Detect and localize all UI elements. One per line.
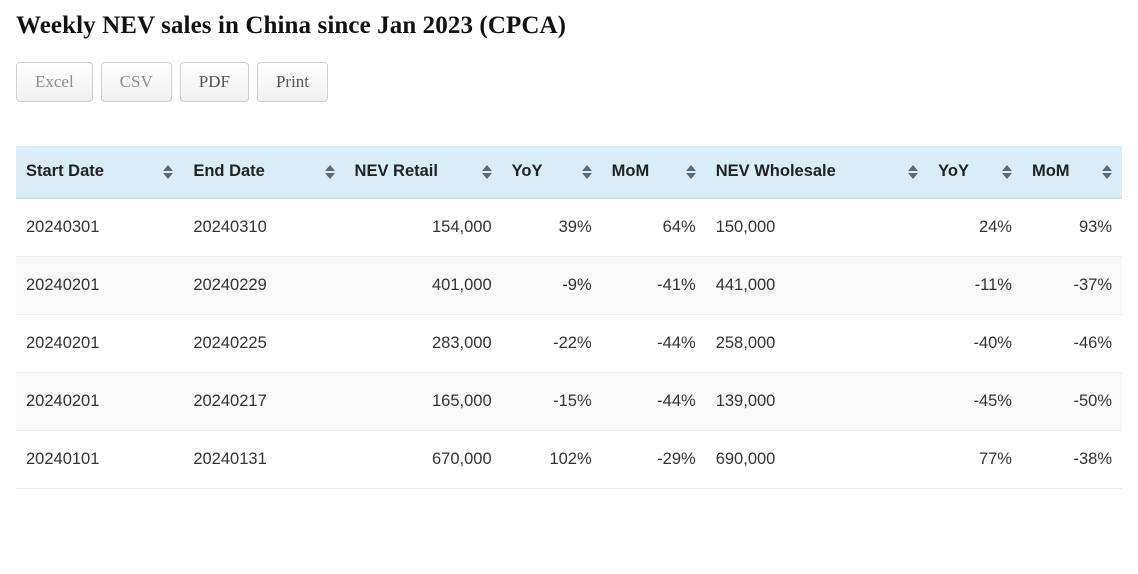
table-header: [16, 146, 1122, 199]
cell-wholesale-yoy: -45%: [928, 373, 1022, 431]
cell-nev-wholesale: 690,000: [706, 431, 928, 489]
column-label-wholesale-yoy: YoY: [938, 162, 969, 180]
column-header-retail-yoy[interactable]: [502, 146, 602, 199]
table-row: [16, 199, 1122, 257]
export-excel-button[interactable]: Excel: [16, 62, 93, 102]
column-label-wholesale-mom: MoM: [1031, 162, 1070, 180]
print-button[interactable]: Print: [257, 62, 328, 102]
column-header-wholesale-mom[interactable]: [1022, 146, 1122, 199]
table-body: [16, 199, 1122, 489]
cell-retail-yoy: -15%: [502, 373, 602, 431]
cell-start-date: 20240201: [16, 315, 183, 373]
sort-icon[interactable]: [686, 164, 696, 180]
column-label-retail-yoy: YoY: [511, 162, 543, 180]
cell-end-date: 20240131: [183, 431, 344, 489]
cell-retail-mom: -44%: [602, 373, 706, 431]
cell-retail-mom: 64%: [602, 199, 706, 257]
cell-wholesale-mom: -38%: [1022, 431, 1122, 489]
column-label-nev-wholesale: NEV Wholesale: [715, 162, 836, 180]
column-header-end-date[interactable]: [183, 146, 344, 199]
cell-end-date: 20240217: [183, 373, 344, 431]
sort-icon[interactable]: [908, 164, 918, 180]
cell-retail-yoy: -9%: [502, 257, 602, 315]
cell-retail-yoy: 102%: [502, 431, 602, 489]
cell-wholesale-mom: -50%: [1022, 373, 1122, 431]
export-pdf-button[interactable]: PDF: [180, 62, 249, 102]
cell-wholesale-mom: 93%: [1022, 199, 1122, 257]
column-label-start-date: Start Date: [26, 162, 104, 180]
cell-nev-retail: 165,000: [345, 373, 502, 431]
cell-retail-mom: -29%: [602, 431, 706, 489]
column-header-start-date[interactable]: [16, 146, 183, 199]
nev-sales-table: [16, 146, 1122, 489]
cell-wholesale-yoy: -11%: [928, 257, 1022, 315]
sort-icon[interactable]: [1002, 164, 1012, 180]
page-title: Weekly NEV sales in China since Jan 2023 (CPCA): [16, 12, 567, 39]
cell-nev-wholesale: 258,000: [706, 315, 928, 373]
page-container: [0, 12, 1138, 489]
cell-start-date: 20240301: [16, 199, 183, 257]
cell-start-date: 20240201: [16, 373, 183, 431]
sort-icon[interactable]: [1102, 164, 1112, 180]
cell-retail-mom: -44%: [602, 315, 706, 373]
cell-end-date: 20240229: [183, 257, 344, 315]
export-csv-button[interactable]: CSV: [101, 62, 172, 102]
cell-end-date: 20240310: [183, 199, 344, 257]
table-row: [16, 373, 1122, 431]
cell-start-date: 20240201: [16, 257, 183, 315]
column-header-nev-wholesale[interactable]: [706, 146, 928, 199]
sort-icon[interactable]: [582, 164, 592, 180]
column-label-nev-retail: NEV Retail: [354, 162, 438, 180]
cell-wholesale-yoy: 24%: [928, 199, 1022, 257]
column-label-end-date: End Date: [193, 162, 265, 180]
export-toolbar: [16, 62, 1122, 102]
cell-nev-retail: 670,000: [345, 431, 502, 489]
cell-retail-yoy: -22%: [502, 315, 602, 373]
cell-wholesale-mom: -37%: [1022, 257, 1122, 315]
cell-retail-yoy: 39%: [502, 199, 602, 257]
column-header-nev-retail[interactable]: [345, 146, 502, 199]
table-row: [16, 315, 1122, 373]
table-header-row: [16, 146, 1122, 199]
table-row: [16, 431, 1122, 489]
table-row: [16, 257, 1122, 315]
cell-end-date: 20240225: [183, 315, 344, 373]
cell-start-date: 20240101: [16, 431, 183, 489]
cell-wholesale-mom: -46%: [1022, 315, 1122, 373]
cell-nev-wholesale: 139,000: [706, 373, 928, 431]
cell-nev-retail: 154,000: [345, 199, 502, 257]
column-label-retail-mom: MoM: [611, 162, 650, 180]
data-table-container: [16, 146, 1122, 489]
cell-nev-wholesale: 150,000: [706, 199, 928, 257]
sort-icon[interactable]: [325, 164, 335, 180]
column-header-retail-mom[interactable]: [602, 146, 706, 199]
cell-wholesale-yoy: 77%: [928, 431, 1022, 489]
cell-nev-wholesale: 441,000: [706, 257, 928, 315]
sort-icon[interactable]: [163, 164, 173, 180]
cell-wholesale-yoy: -40%: [928, 315, 1022, 373]
column-header-wholesale-yoy[interactable]: [928, 146, 1022, 199]
cell-nev-retail: 283,000: [345, 315, 502, 373]
sort-icon[interactable]: [482, 164, 492, 180]
cell-retail-mom: -41%: [602, 257, 706, 315]
cell-nev-retail: 401,000: [345, 257, 502, 315]
